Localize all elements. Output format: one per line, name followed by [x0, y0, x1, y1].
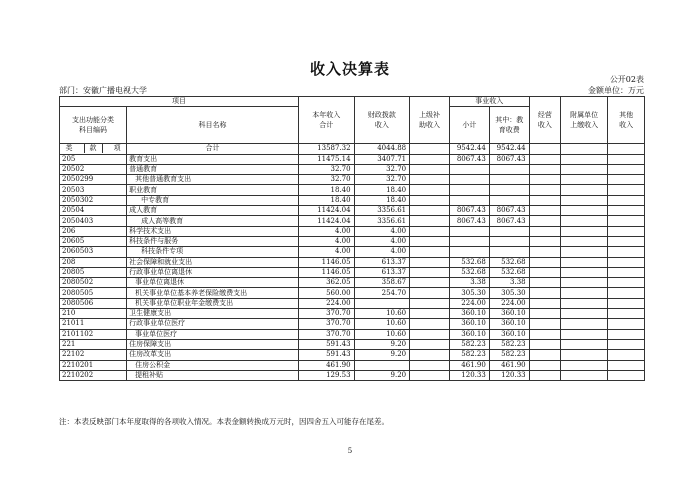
cell-annual: 224.00 — [299, 298, 355, 308]
cell-edu: 582.23 — [489, 339, 529, 349]
cell-fiscal: 9.20 — [354, 339, 410, 349]
cell-code: 2080505 — [60, 288, 127, 298]
cell-name: 教育支出 — [127, 154, 299, 164]
cell-fiscal: 4.00 — [354, 236, 410, 246]
cell-name: 中专教育 — [127, 195, 299, 205]
cell-empty — [410, 360, 450, 370]
income-table — [59, 96, 645, 381]
cell-annual: 370.70 — [299, 309, 355, 319]
cell-empty — [561, 360, 608, 370]
cell-edu: 8067.43 — [489, 216, 529, 226]
cell-empty — [561, 175, 608, 185]
cell-annual: 591.43 — [299, 339, 355, 349]
cell-empty — [561, 288, 608, 298]
cell-subtotal: 8067.43 — [449, 206, 489, 216]
cell-name: 机关事业单位基本养老保险缴费支出 — [127, 288, 299, 298]
cell-edu: 360.10 — [489, 309, 529, 319]
cell-edu: 360.10 — [489, 329, 529, 339]
cell-empty — [410, 164, 450, 174]
cell-code: 2210201 — [60, 360, 127, 370]
cell-empty — [561, 164, 608, 174]
cell-annual: 4.00 — [299, 247, 355, 257]
cell-subtotal: 305.30 — [449, 288, 489, 298]
cell-annual: 11475.14 — [299, 154, 355, 164]
cell-empty — [410, 185, 450, 195]
table-row — [60, 339, 645, 349]
cell-code: 208 — [60, 257, 127, 267]
cell-fiscal: 358.67 — [354, 278, 410, 288]
cell-empty — [608, 360, 645, 370]
cell-subtotal — [449, 247, 489, 257]
cell-empty — [608, 185, 645, 195]
cell-empty — [410, 247, 450, 257]
cell-name: 住房公积金 — [127, 360, 299, 370]
cell-name: 事业单位医疗 — [127, 329, 299, 339]
cell-empty — [608, 257, 645, 267]
cell-annual: 560.00 — [299, 288, 355, 298]
cell-empty — [608, 164, 645, 174]
cell-code: 2050299 — [60, 175, 127, 185]
cell-annual: 461.90 — [299, 360, 355, 370]
cell-empty — [410, 195, 450, 205]
cell-edu: 305.30 — [489, 288, 529, 298]
table-row — [60, 350, 645, 360]
cell-empty — [608, 175, 645, 185]
cell-empty — [608, 267, 645, 277]
table-body — [60, 154, 645, 381]
cell-empty — [561, 257, 608, 267]
cell-fiscal: 18.40 — [354, 185, 410, 195]
cell-empty — [529, 339, 560, 349]
cell-edu — [489, 247, 529, 257]
cell-fiscal: 32.70 — [354, 175, 410, 185]
cell-empty — [529, 309, 560, 319]
cell-empty — [529, 288, 560, 298]
cell-empty — [561, 226, 608, 236]
cell-name: 行政事业单位离退休 — [127, 267, 299, 277]
cell-edu: 582.23 — [489, 350, 529, 360]
cell-code: 2210202 — [60, 370, 127, 380]
cell-code: 20605 — [60, 236, 127, 246]
cell-subtotal: 582.23 — [449, 350, 489, 360]
total-label: 合计 — [127, 144, 299, 154]
cell-fiscal: 613.37 — [354, 267, 410, 277]
cell-empty — [561, 350, 608, 360]
cell-fiscal: 10.60 — [354, 309, 410, 319]
cell-empty — [561, 195, 608, 205]
cell-empty — [529, 319, 560, 329]
header-operating: 经营 收入 — [529, 97, 560, 144]
cell-empty — [561, 154, 608, 164]
cell-empty — [529, 195, 560, 205]
cell-empty — [608, 350, 645, 360]
cell-annual: 4.00 — [299, 236, 355, 246]
table-row — [60, 329, 645, 339]
cell-annual: 370.70 — [299, 329, 355, 339]
cell-fiscal: 9.20 — [354, 350, 410, 360]
table-row — [60, 309, 645, 319]
cell-name: 科技条件与服务 — [127, 236, 299, 246]
cell-annual: 362.05 — [299, 278, 355, 288]
cell-subtotal — [449, 164, 489, 174]
table-row — [60, 298, 645, 308]
cell-name: 住房保障支出 — [127, 339, 299, 349]
cell-subtotal: 582.23 — [449, 339, 489, 349]
cell-empty — [608, 236, 645, 246]
cell-annual: 591.43 — [299, 350, 355, 360]
cell-empty — [410, 288, 450, 298]
cell-edu: 532.68 — [489, 257, 529, 267]
table-row — [60, 154, 645, 164]
cell-subtotal: 360.10 — [449, 319, 489, 329]
total-superior — [410, 144, 450, 154]
cell-annual: 11424.04 — [299, 206, 355, 216]
header-lei: 类 — [65, 144, 73, 153]
cell-name: 机关事业单位职业年金缴费支出 — [127, 298, 299, 308]
cell-code: 20504 — [60, 206, 127, 216]
cell-annual: 11424.04 — [299, 216, 355, 226]
unit-label: 金额单位：万元 — [588, 86, 644, 95]
table-row — [60, 319, 645, 329]
cell-empty — [529, 247, 560, 257]
cell-fiscal: 4.00 — [354, 226, 410, 236]
total-fiscal: 4044.88 — [354, 144, 410, 154]
cell-fiscal: 10.60 — [354, 329, 410, 339]
cell-annual: 18.40 — [299, 195, 355, 205]
cell-name: 社会保障和就业支出 — [127, 257, 299, 267]
cell-code: 2101102 — [60, 329, 127, 339]
cell-edu: 461.90 — [489, 360, 529, 370]
cell-empty — [529, 298, 560, 308]
cell-empty — [529, 164, 560, 174]
cell-empty — [410, 370, 450, 380]
cell-edu — [489, 164, 529, 174]
cell-empty — [529, 267, 560, 277]
total-operating — [529, 144, 560, 154]
table-row — [60, 370, 645, 380]
page-number: 5 — [347, 447, 353, 455]
cell-fiscal: 613.37 — [354, 257, 410, 267]
cell-code: 20502 — [60, 164, 127, 174]
cell-edu: 8067.43 — [489, 206, 529, 216]
cell-name: 职业教育 — [127, 185, 299, 195]
cell-fiscal: 3407.71 — [354, 154, 410, 164]
cell-empty — [529, 360, 560, 370]
cell-empty — [608, 298, 645, 308]
cell-subtotal: 3.38 — [449, 278, 489, 288]
cell-empty — [529, 226, 560, 236]
cell-annual: 4.00 — [299, 226, 355, 236]
cell-subtotal: 360.10 — [449, 329, 489, 339]
cell-empty — [529, 350, 560, 360]
table-row — [60, 257, 645, 267]
cell-empty — [561, 319, 608, 329]
header-other: 其他 收入 — [608, 97, 645, 144]
cell-empty — [529, 206, 560, 216]
cell-subtotal: 532.68 — [449, 267, 489, 277]
cell-edu — [489, 236, 529, 246]
cell-empty — [529, 278, 560, 288]
header-item: 项目 — [60, 97, 299, 107]
page-title: 收入决算表 — [309, 60, 390, 78]
cell-subtotal: 8067.43 — [449, 216, 489, 226]
header-superior: 上级补 助收入 — [410, 97, 450, 144]
cell-empty — [608, 195, 645, 205]
cell-name: 事业单位离退休 — [127, 278, 299, 288]
header-affiliated: 附属单位 上缴收入 — [561, 97, 608, 144]
table-row — [60, 216, 645, 226]
cell-empty — [608, 339, 645, 349]
cell-empty — [410, 350, 450, 360]
cell-annual: 129.53 — [299, 370, 355, 380]
cell-name: 普通教育 — [127, 164, 299, 174]
footnote: 注：本表反映部门本年度取得的各项收入情况。本表金额转换成万元时，因四舍五入可能存在尾差。 — [59, 417, 389, 426]
header-education-fee: 其中：教 育收费 — [489, 107, 529, 144]
department-label: 部门：安徽广播电视大学 — [59, 86, 147, 95]
cell-empty — [561, 339, 608, 349]
cell-name: 成人高等教育 — [127, 216, 299, 226]
cell-subtotal: 224.00 — [449, 298, 489, 308]
cell-empty — [561, 298, 608, 308]
total-annual: 13587.32 — [299, 144, 355, 154]
cell-code: 2060503 — [60, 247, 127, 257]
cell-empty — [410, 154, 450, 164]
cell-empty — [608, 319, 645, 329]
cell-empty — [410, 309, 450, 319]
cell-name: 住房改革支出 — [127, 350, 299, 360]
cell-code: 2080506 — [60, 298, 127, 308]
form-code: 公开02表 — [609, 75, 644, 84]
cell-code: 20503 — [60, 185, 127, 195]
cell-code: 206 — [60, 226, 127, 236]
cell-subtotal: 461.90 — [449, 360, 489, 370]
cell-subtotal: 120.33 — [449, 370, 489, 380]
cell-edu — [489, 195, 529, 205]
cell-empty — [608, 247, 645, 257]
cell-empty — [529, 185, 560, 195]
cell-subtotal: 532.68 — [449, 257, 489, 267]
cell-fiscal: 32.70 — [354, 164, 410, 174]
cell-fiscal: 254.70 — [354, 288, 410, 298]
cell-fiscal — [354, 360, 410, 370]
cell-empty — [410, 206, 450, 216]
cell-subtotal — [449, 195, 489, 205]
cell-empty — [410, 175, 450, 185]
table-row — [60, 185, 645, 195]
cell-empty — [410, 298, 450, 308]
cell-empty — [529, 154, 560, 164]
cell-empty — [529, 236, 560, 246]
cell-empty — [561, 185, 608, 195]
header-annual-income: 本年收入 合计 — [299, 97, 355, 144]
cell-edu — [489, 226, 529, 236]
cell-fiscal: 4.00 — [354, 247, 410, 257]
cell-empty — [608, 370, 645, 380]
table-row — [60, 195, 645, 205]
cell-fiscal: 3356.61 — [354, 216, 410, 226]
cell-fiscal: 18.40 — [354, 195, 410, 205]
total-edu: 9542.44 — [489, 144, 529, 154]
cell-code: 2050403 — [60, 216, 127, 226]
cell-code: 221 — [60, 339, 127, 349]
cell-edu: 360.10 — [489, 319, 529, 329]
header-business: 事业收入 — [449, 97, 529, 107]
cell-annual: 370.70 — [299, 319, 355, 329]
table-row — [60, 288, 645, 298]
cell-name: 成人教育 — [127, 206, 299, 216]
cell-name: 其他普通教育支出 — [127, 175, 299, 185]
cell-empty — [410, 278, 450, 288]
cell-empty — [529, 257, 560, 267]
cell-edu: 120.33 — [489, 370, 529, 380]
cell-annual: 32.70 — [299, 175, 355, 185]
cell-empty — [410, 226, 450, 236]
cell-empty — [529, 175, 560, 185]
cell-edu: 224.00 — [489, 298, 529, 308]
cell-empty — [561, 267, 608, 277]
cell-empty — [529, 216, 560, 226]
cell-code: 22102 — [60, 350, 127, 360]
cell-empty — [608, 154, 645, 164]
cell-code: 2050302 — [60, 195, 127, 205]
total-affiliated — [561, 144, 608, 154]
cell-empty — [608, 288, 645, 298]
cell-empty — [410, 267, 450, 277]
cell-empty — [608, 206, 645, 216]
cell-code: 2080502 — [60, 278, 127, 288]
cell-subtotal: 8067.43 — [449, 154, 489, 164]
cell-subtotal — [449, 236, 489, 246]
cell-empty — [410, 319, 450, 329]
cell-subtotal — [449, 175, 489, 185]
cell-empty — [561, 278, 608, 288]
header-kuan: 款 — [84, 144, 103, 153]
cell-empty — [529, 329, 560, 339]
cell-name: 行政事业单位医疗 — [127, 319, 299, 329]
cell-subtotal — [449, 185, 489, 195]
header-fiscal: 财政拨款 收入 — [354, 97, 410, 144]
cell-annual: 18.40 — [299, 185, 355, 195]
cell-annual: 1146.05 — [299, 257, 355, 267]
header-xiang: 项 — [113, 144, 121, 153]
header-func-code: 支出功能分类 科目编码 — [60, 107, 127, 144]
table-row — [60, 175, 645, 185]
cell-annual: 1146.05 — [299, 267, 355, 277]
cell-code: 205 — [60, 154, 127, 164]
cell-empty — [410, 216, 450, 226]
cell-empty — [410, 329, 450, 339]
table-row — [60, 164, 645, 174]
cell-empty — [608, 226, 645, 236]
table-row — [60, 247, 645, 257]
header-subtotal: 小计 — [449, 107, 489, 144]
cell-empty — [561, 329, 608, 339]
table-row — [60, 206, 645, 216]
cell-empty — [608, 278, 645, 288]
table-row — [60, 360, 645, 370]
table-row — [60, 226, 645, 236]
cell-fiscal — [354, 298, 410, 308]
cell-name: 卫生健康支出 — [127, 309, 299, 319]
cell-empty — [608, 216, 645, 226]
cell-empty — [561, 236, 608, 246]
cell-fiscal: 9.20 — [354, 370, 410, 380]
cell-name: 科技条件专项 — [127, 247, 299, 257]
cell-edu — [489, 185, 529, 195]
cell-code: 210 — [60, 309, 127, 319]
cell-edu: 8067.43 — [489, 154, 529, 164]
table-row — [60, 236, 645, 246]
cell-empty — [561, 309, 608, 319]
total-subtotal: 9542.44 — [449, 144, 489, 154]
total-other — [608, 144, 645, 154]
cell-subtotal — [449, 226, 489, 236]
cell-empty — [561, 206, 608, 216]
header-subject-name: 科目名称 — [127, 107, 299, 144]
cell-code: 21011 — [60, 319, 127, 329]
cell-empty — [410, 257, 450, 267]
table-row — [60, 267, 645, 277]
cell-subtotal: 360.10 — [449, 309, 489, 319]
cell-fiscal: 10.60 — [354, 319, 410, 329]
cell-name: 提租补贴 — [127, 370, 299, 380]
cell-name: 科学技术支出 — [127, 226, 299, 236]
cell-edu: 3.38 — [489, 278, 529, 288]
cell-empty — [561, 247, 608, 257]
cell-empty — [529, 370, 560, 380]
cell-edu: 532.68 — [489, 267, 529, 277]
cell-annual: 32.70 — [299, 164, 355, 174]
table-row — [60, 278, 645, 288]
cell-code: 20805 — [60, 267, 127, 277]
cell-empty — [608, 309, 645, 319]
cell-fiscal: 3356.61 — [354, 206, 410, 216]
cell-empty — [561, 216, 608, 226]
cell-empty — [410, 236, 450, 246]
cell-empty — [608, 329, 645, 339]
cell-empty — [561, 370, 608, 380]
cell-edu — [489, 175, 529, 185]
cell-empty — [410, 339, 450, 349]
header-lei-kuan-xiang — [60, 144, 127, 154]
